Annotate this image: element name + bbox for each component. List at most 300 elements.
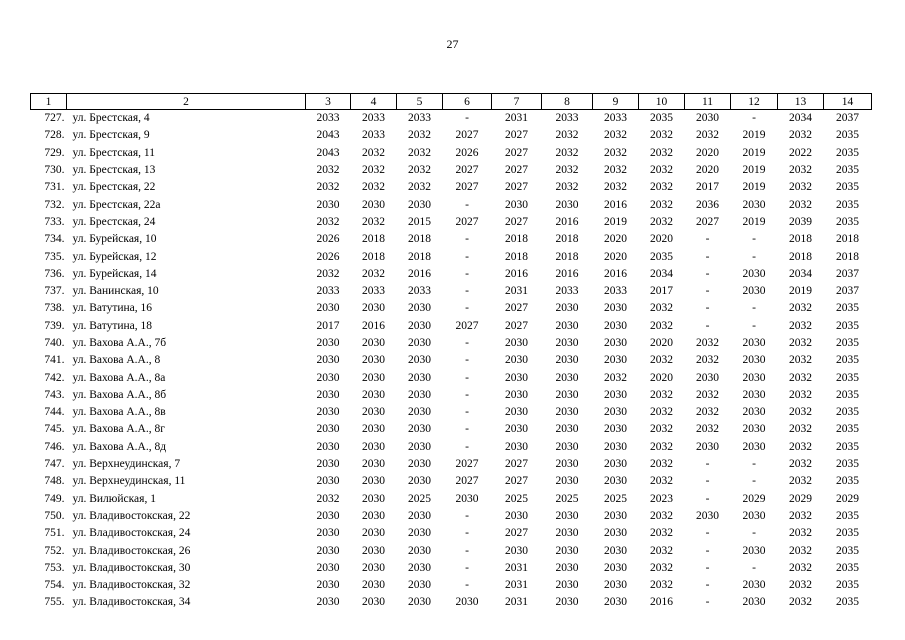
year-cell: 2032	[789, 129, 812, 142]
year-cell: 2030	[362, 198, 385, 211]
row-number: 734.	[44, 233, 65, 246]
year-cell: 2020	[650, 233, 673, 246]
column-header: 1	[31, 94, 67, 110]
year-cell: 2020	[696, 164, 719, 177]
year-cell: 2030	[362, 561, 385, 574]
year-cell: 2032	[650, 406, 673, 419]
year-cell: 2030	[316, 458, 340, 471]
year-cell: 2032	[789, 337, 812, 349]
year-cell: 2035	[650, 112, 673, 125]
year-cell: 2027	[455, 475, 479, 488]
row-number: 731.	[44, 181, 65, 194]
year-cell: 2032	[650, 129, 673, 142]
year-cell: 2032	[362, 146, 385, 159]
row-number: 745.	[44, 423, 65, 436]
address-cell: ул. Брестская, 24	[72, 215, 156, 228]
year-cell: 2035	[836, 579, 859, 592]
year-cell: 2032	[789, 354, 812, 367]
address-cell: ул. Владивостокская, 24	[72, 527, 191, 540]
year-cell: 2025	[408, 492, 431, 505]
year-cell: 2032	[408, 129, 431, 142]
address-cell: ул. Верхнеудинская, 7	[72, 458, 181, 471]
year-cell: 2035	[836, 388, 859, 401]
table-body	[31, 110, 872, 612]
year-cell: 2030	[408, 198, 431, 211]
year-cell: 2030	[316, 509, 340, 522]
row-number: 729.	[44, 146, 65, 159]
year-cell: 2027	[505, 146, 528, 159]
year-cell: 2030	[408, 579, 431, 592]
year-cell: 2019	[604, 215, 627, 228]
address-cell: ул. Брестская, 11	[72, 146, 155, 159]
year-cell: 2030	[408, 596, 431, 609]
year-cell: 2030	[408, 458, 431, 471]
year-cell: 2030	[555, 509, 579, 522]
row-number: 751.	[44, 527, 65, 540]
year-cell: 2030	[555, 475, 579, 488]
year-cell: 2030	[555, 319, 579, 332]
table-row	[31, 577, 872, 594]
year-cell: 2032	[789, 302, 812, 315]
row-number: 749.	[44, 492, 65, 505]
year-cell: 2032	[316, 181, 340, 194]
year-cell: 2030	[742, 354, 766, 367]
year-cell: 2030	[408, 406, 431, 419]
year-cell: 2029	[742, 492, 766, 505]
year-cell: -	[465, 527, 469, 540]
row-number: 742.	[44, 371, 65, 384]
year-cell: 2030	[362, 371, 385, 384]
year-cell: 2030	[316, 561, 340, 574]
table-row	[31, 491, 872, 508]
year-cell: 2030	[505, 371, 528, 384]
year-cell: 2030	[742, 337, 766, 349]
year-cell: 2030	[316, 440, 340, 453]
year-cell: 2030	[742, 440, 766, 453]
year-cell: 2032	[604, 146, 627, 159]
year-cell: 2020	[696, 146, 719, 159]
row-number: 732.	[44, 198, 65, 211]
year-cell: 2030	[408, 440, 431, 453]
year-cell: 2030	[604, 509, 627, 522]
year-cell: 2026	[316, 233, 340, 246]
year-cell: 2030	[362, 527, 385, 540]
year-cell: 2030	[604, 406, 627, 419]
year-cell: 2035	[836, 458, 859, 471]
year-cell: 2027	[455, 215, 479, 228]
year-cell: 2026	[316, 250, 340, 263]
year-cell: -	[705, 544, 710, 557]
year-cell: 2030	[408, 354, 431, 367]
year-cell: 2022	[789, 146, 812, 159]
year-cell: 2035	[836, 198, 859, 211]
year-cell: 2035	[836, 544, 859, 557]
year-cell: 2032	[555, 164, 579, 177]
year-cell: 2030	[505, 337, 528, 349]
year-cell: 2027	[505, 302, 528, 315]
year-cell: 2030	[604, 596, 627, 609]
year-cell: -	[705, 596, 710, 609]
year-cell: 2027	[455, 164, 479, 177]
year-cell: 2035	[836, 527, 859, 540]
row-number: 741.	[44, 354, 65, 367]
year-cell: 2030	[362, 596, 385, 609]
year-cell: -	[465, 250, 469, 263]
address-cell: ул. Владивостокская, 30	[72, 561, 191, 574]
row-number: 739.	[44, 319, 65, 332]
year-cell: 2025	[505, 492, 528, 505]
address-cell: ул. Ванинская, 10	[72, 285, 159, 298]
year-cell: -	[705, 492, 710, 505]
address-cell: ул. Владивостокская, 34	[72, 596, 191, 609]
table-row	[31, 145, 872, 162]
year-cell: -	[752, 250, 756, 263]
year-cell: -	[705, 285, 710, 298]
year-cell: 2030	[316, 579, 340, 592]
row-number: 735.	[44, 250, 65, 263]
year-cell: 2036	[696, 198, 719, 211]
year-cell: 2030	[604, 475, 627, 488]
year-cell: 2030	[362, 475, 385, 488]
year-cell: -	[465, 337, 469, 349]
year-cell: 2029	[836, 492, 859, 505]
year-cell: 2030	[604, 337, 627, 349]
year-cell: 2032	[316, 267, 340, 280]
year-cell: 2032	[650, 181, 673, 194]
year-cell: 2032	[789, 544, 812, 557]
year-cell: 2032	[789, 579, 812, 592]
year-cell: 2019	[742, 146, 766, 159]
row-number: 736.	[44, 267, 65, 280]
year-cell: 2030	[505, 509, 528, 522]
year-cell: 2030	[604, 561, 627, 574]
address-cell: ул. Бурейская, 14	[72, 267, 157, 280]
year-cell: 2016	[650, 596, 673, 609]
year-cell: 2031	[505, 112, 528, 125]
year-cell: 2016	[362, 319, 385, 332]
address-cell: ул. Ватутина, 16	[72, 302, 153, 315]
year-cell: 2030	[505, 406, 528, 419]
year-cell: 2033	[316, 285, 340, 298]
year-cell: 2035	[836, 302, 859, 315]
year-cell: 2030	[408, 319, 431, 332]
table-row	[31, 473, 872, 490]
year-cell: -	[752, 233, 756, 246]
year-cell: 2030	[555, 337, 579, 349]
year-cell: 2032	[362, 164, 385, 177]
page-number: 27	[446, 37, 459, 51]
year-cell: 2032	[650, 458, 673, 471]
table-row	[31, 318, 872, 335]
year-cell: 2030	[555, 544, 579, 557]
year-cell: 2018	[505, 250, 528, 263]
year-cell: -	[465, 509, 469, 522]
year-cell: 2016	[505, 267, 528, 280]
year-cell: 2032	[650, 198, 673, 211]
year-cell: -	[705, 250, 710, 263]
year-cell: 2030	[555, 527, 579, 540]
address-cell: ул. Верхнеудинская, 11	[72, 475, 186, 488]
address-cell: ул. Брестская, 22	[72, 181, 156, 194]
year-cell: 2018	[408, 233, 431, 246]
year-cell: 2030	[362, 406, 385, 419]
year-cell: 2030	[742, 579, 766, 592]
year-cell: 2043	[316, 146, 340, 159]
year-cell: 2027	[455, 181, 479, 194]
year-cell: 2030	[742, 406, 766, 419]
year-cell: 2035	[836, 596, 859, 609]
year-cell: 2020	[604, 250, 627, 263]
table-row	[31, 542, 872, 559]
table-header	[31, 94, 872, 110]
year-cell: 2027	[505, 164, 528, 177]
year-cell: 2031	[505, 285, 528, 298]
table-row	[31, 300, 872, 317]
year-cell: 2019	[742, 129, 766, 142]
year-cell: -	[705, 267, 710, 280]
year-cell: 2016	[408, 267, 431, 280]
column-header: 10	[639, 94, 685, 110]
year-cell: 2030	[555, 302, 579, 315]
year-cell: 2035	[836, 561, 859, 574]
year-cell: 2030	[555, 406, 579, 419]
year-cell: 2030	[362, 509, 385, 522]
year-cell: 2030	[604, 527, 627, 540]
year-cell: 2030	[604, 319, 627, 332]
year-cell: 2032	[789, 319, 812, 332]
table-row	[31, 456, 872, 473]
year-cell: 2032	[650, 423, 673, 436]
year-cell: -	[465, 423, 469, 436]
table-row	[31, 369, 872, 386]
year-cell: 2018	[789, 233, 812, 246]
year-cell: 2035	[836, 440, 859, 453]
year-cell: -	[465, 371, 469, 384]
year-cell: 2030	[696, 509, 719, 522]
year-cell: -	[752, 561, 756, 574]
year-cell: -	[705, 319, 710, 332]
year-cell: 2030	[362, 423, 385, 436]
year-cell: 2037	[836, 112, 859, 125]
year-cell: 2030	[408, 302, 431, 315]
year-cell: 2030	[316, 596, 340, 609]
year-cell: 2032	[604, 181, 627, 194]
year-cell: 2035	[836, 337, 859, 349]
year-cell: 2030	[316, 406, 340, 419]
year-cell: 2030	[316, 527, 340, 540]
year-cell: 2030	[362, 302, 385, 315]
table-row	[31, 162, 872, 179]
year-cell: 2032	[650, 164, 673, 177]
year-cell: 2018	[836, 233, 859, 246]
year-cell: 2032	[789, 181, 812, 194]
year-cell: 2035	[836, 319, 859, 332]
year-cell: 2032	[408, 181, 431, 194]
year-cell: 2030	[316, 388, 340, 401]
year-cell: 2018	[555, 250, 579, 263]
table-row	[31, 214, 872, 231]
year-cell: 2030	[742, 371, 766, 384]
year-cell: 2016	[555, 215, 579, 228]
column-header: 8	[542, 94, 593, 110]
year-cell: 2032	[696, 423, 719, 436]
address-cell: ул. Вахова А.А., 8в	[72, 406, 166, 419]
year-cell: 2032	[650, 388, 673, 401]
year-cell: 2030	[742, 285, 766, 298]
year-cell: 2030	[604, 423, 627, 436]
year-cell: 2032	[650, 509, 673, 522]
year-cell: 2030	[362, 579, 385, 592]
year-cell: 2027	[455, 319, 479, 332]
year-cell: 2030	[555, 579, 579, 592]
year-cell: 2032	[696, 406, 719, 419]
year-cell: 2030	[316, 371, 340, 384]
year-cell: 2032	[316, 492, 340, 505]
year-cell: 2030	[362, 544, 385, 557]
year-cell: 2030	[316, 544, 340, 557]
column-header: 13	[778, 94, 824, 110]
table-row	[31, 179, 872, 196]
table-row	[31, 335, 872, 352]
data-table	[30, 93, 872, 612]
year-cell: 2032	[604, 129, 627, 142]
year-cell: 2030	[742, 388, 766, 401]
year-cell: 2030	[408, 423, 431, 436]
year-cell: 2032	[650, 544, 673, 557]
year-cell: 2027	[455, 458, 479, 471]
header-row	[31, 94, 872, 110]
table-row	[31, 560, 872, 577]
table-row	[31, 439, 872, 456]
address-cell: ул. Вилюйская, 1	[72, 492, 156, 505]
table-row	[31, 404, 872, 421]
year-cell: 2027	[505, 215, 528, 228]
year-cell: 2017	[650, 285, 673, 298]
address-cell: ул. Вахова А.А., 8а	[72, 371, 166, 384]
year-cell: 2032	[789, 423, 812, 436]
table-row	[31, 283, 872, 300]
year-cell: -	[705, 458, 710, 471]
year-cell: 2020	[650, 337, 673, 349]
year-cell: 2030	[408, 527, 431, 540]
year-cell: 2030	[555, 388, 579, 401]
year-cell: -	[465, 561, 469, 574]
year-cell: 2025	[555, 492, 579, 505]
year-cell: -	[465, 544, 469, 557]
year-cell: -	[752, 458, 756, 471]
year-cell: 2035	[836, 423, 859, 436]
year-cell: 2043	[316, 129, 340, 142]
year-cell: 2027	[505, 319, 528, 332]
row-number: 738.	[44, 302, 65, 315]
row-number: 754.	[44, 579, 65, 592]
year-cell: 2026	[455, 146, 479, 159]
year-cell: 2030	[555, 561, 579, 574]
year-cell: 2019	[742, 181, 766, 194]
year-cell: 2032	[789, 596, 812, 609]
year-cell: 2015	[408, 215, 431, 228]
year-cell: 2032	[789, 509, 812, 522]
year-cell: -	[705, 527, 710, 540]
year-cell: 2032	[650, 319, 673, 332]
address-cell: ул. Вахова А.А., 8б	[72, 388, 167, 401]
year-cell: 2032	[408, 164, 431, 177]
year-cell: 2018	[836, 250, 859, 263]
year-cell: 2032	[408, 146, 431, 159]
year-cell: 2030	[604, 579, 627, 592]
year-cell: 2030	[408, 337, 431, 349]
year-cell: 2017	[316, 319, 340, 332]
year-cell: -	[465, 579, 469, 592]
year-cell: 2030	[604, 388, 627, 401]
year-cell: 2030	[555, 423, 579, 436]
column-header: 11	[685, 94, 731, 110]
year-cell: 2032	[789, 388, 812, 401]
year-cell: 2030	[362, 458, 385, 471]
column-header: 7	[492, 94, 542, 110]
year-cell: -	[465, 440, 469, 453]
year-cell: 2032	[650, 579, 673, 592]
year-cell: 2027	[696, 215, 719, 228]
table-row	[31, 508, 872, 525]
year-cell: 2032	[696, 129, 719, 142]
year-cell: 2035	[650, 250, 673, 263]
year-cell: -	[752, 475, 756, 488]
year-cell: 2030	[604, 302, 627, 315]
table-row	[31, 127, 872, 144]
year-cell: 2035	[836, 475, 859, 488]
year-cell: 2030	[408, 388, 431, 401]
table-row	[31, 266, 872, 283]
year-cell: 2031	[505, 561, 528, 574]
year-cell: 2032	[650, 354, 673, 367]
table-row	[31, 352, 872, 369]
year-cell: 2016	[555, 267, 579, 280]
row-number: 737.	[44, 285, 65, 298]
year-cell: 2032	[650, 527, 673, 540]
year-cell: 2032	[789, 561, 812, 574]
year-cell: -	[465, 302, 469, 315]
year-cell: 2030	[505, 544, 528, 557]
year-cell: 2030	[505, 423, 528, 436]
year-cell: -	[752, 319, 756, 332]
year-cell: 2031	[505, 596, 528, 609]
row-number: 755.	[44, 596, 65, 609]
year-cell: 2030	[742, 544, 766, 557]
table-row	[31, 421, 872, 438]
year-cell: 2032	[789, 371, 812, 384]
year-cell: 2030	[455, 492, 479, 505]
year-cell: 2032	[650, 475, 673, 488]
year-cell: 2032	[555, 181, 579, 194]
row-number: 746.	[44, 440, 65, 453]
year-cell: 2018	[505, 233, 528, 246]
year-cell: 2018	[362, 250, 385, 263]
year-cell: 2030	[408, 544, 431, 557]
year-cell: -	[465, 354, 469, 367]
table-row	[31, 196, 872, 213]
column-header: 3	[306, 94, 351, 110]
year-cell: -	[465, 198, 469, 211]
year-cell: 2029	[789, 492, 812, 505]
table-row	[31, 594, 872, 611]
table-row	[31, 231, 872, 248]
year-cell: 2033	[408, 285, 431, 298]
year-cell: 2030	[316, 423, 340, 436]
column-header: 2	[67, 94, 306, 110]
year-cell: 2032	[650, 146, 673, 159]
year-cell: -	[752, 112, 756, 125]
